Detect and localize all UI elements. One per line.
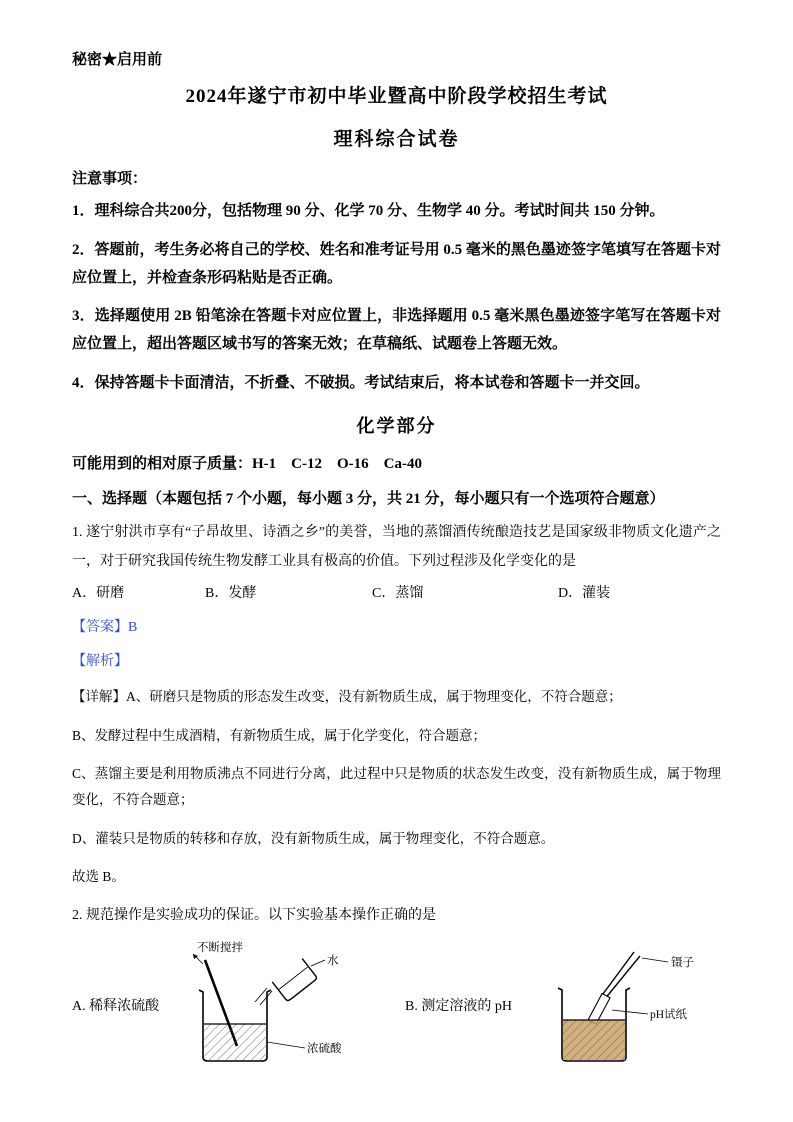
pour-stream [255, 988, 267, 1002]
tweezers-arm-1 [600, 952, 634, 998]
question-1-stem: 1. 遂宁射洪市享有“子昂故里、诗酒之乡”的美誉，当地的蒸馏酒传统酿造技艺是国家级非物质文化遗产之一，对于研究我国传统生物发酵工业具有极高的价值。下列过程涉及化学变化的是 [72, 524, 721, 569]
acid-annotation-label: 浓硫酸 [307, 1043, 342, 1056]
q1-detail-block [72, 684, 721, 890]
q2-option-b-group [405, 936, 721, 1074]
ph-paper-leader-line [612, 1010, 648, 1014]
dilution-diagram [163, 936, 398, 1074]
acid-liquid [204, 1024, 266, 1060]
q1-option-d: D．灌装 [558, 586, 611, 602]
question-2-stem: 2. 规范操作是实验成功的保证。以下实验基本操作正确的是 [72, 908, 436, 924]
notice-item-2: 2．答题前，考生务必将自己的学校、姓名和准考证号用 0.5 毫米的黑色墨迹签字笔填写在答题卡对应位置上，并检查条形码粘贴是否正确。 [72, 241, 721, 286]
water-annotation-label: 水 [327, 955, 339, 968]
pouring-beaker [272, 959, 317, 1002]
q1-answer: 【答案】B [72, 620, 138, 636]
question-1-options [72, 582, 721, 602]
exam-title: 2024年遂宁市初中毕业暨高中阶段学校招生考试 [185, 86, 608, 107]
section-title-chemistry: 化学部分 [356, 415, 437, 436]
q2-option-a-group [72, 936, 405, 1074]
q2-option-a-label: A. 稀释浓硫酸 [72, 999, 160, 1015]
q1-conclusion: 故选 B。 [72, 868, 125, 884]
ph-test-diagram [516, 936, 721, 1074]
q1-detail-d: D、灌装只是物质的转移和存放，没有新物质生成，属于物理变化，不符合题意。 [72, 830, 555, 846]
q1-option-c: C．蒸馏 [372, 586, 424, 602]
stir-annotation-label: 不断搅拌 [197, 942, 244, 955]
q1-analysis-label: 【解析】 [72, 654, 128, 670]
q1-detail-a: 【详解】A、研磨只是物质的形态发生改变，没有新物质生成，属于物理变化，不符合题意； [72, 689, 622, 705]
q1-option-b: B．发酵 [205, 586, 257, 602]
q1-option-a: A．研磨 [72, 586, 125, 602]
ph-paper-annotation-label: pH试纸 [650, 1009, 688, 1022]
q1-detail-b: B、发酵过程中生成酒精，有新物质生成，属于化学变化，符合题意； [72, 727, 487, 743]
water-leader-line [311, 960, 325, 966]
notice-heading: 注意事项： [72, 171, 148, 187]
notice-item-4: 4．保持答题卡卡面清洁，不折叠、不破损。考试结束后，将本试卷和答题卡一并交回。 [72, 374, 650, 391]
q2-option-b-label: B. 测定溶液的 pH [405, 999, 512, 1015]
choice-section-heading: 一、选择题（本题包括 7 个小题，每小题 3 分，共 21 分，每小题只有一个选项符合题意） [72, 490, 665, 507]
q1-detail-c: C、蒸馏主要是利用物质沸点不同进行分离，此过程中只是物质的状态发生改变，没有新物质生成，属于物理变化，不符合题意； [72, 765, 721, 808]
classification-label: 秘密★启用前 [72, 52, 163, 68]
pour-stream-2 [260, 991, 272, 1005]
notice-item-3: 3．选择题使用 2B 铅笔涂在答题卡对应位置上，非选择题用 0.5 毫米黑色墨迹签字笔写在答题卡对应位置上，超出答题区域书写的答案无效；在草稿纸、试题卷上答题无效。 [72, 308, 721, 352]
tweezers-arm-2 [604, 956, 640, 1000]
acid-leader-line [267, 1042, 305, 1048]
atomic-mass-line: 可能用到的相对原子质量：H-1 C-12 O-16 Ca-40 [72, 455, 422, 472]
solution-liquid-hatch [563, 1020, 625, 1060]
question-2-figures [72, 936, 721, 1074]
tweezers-leader-line [642, 958, 668, 962]
exam-subtitle: 理科综合试卷 [333, 129, 460, 150]
tweezers-annotation-label: 镊子 [671, 957, 694, 970]
notice-item-1: 1．理科综合共200分，包括物理 90 分、化学 70 分、生物学 40 分。考试时间共 150 分钟。 [72, 203, 665, 219]
